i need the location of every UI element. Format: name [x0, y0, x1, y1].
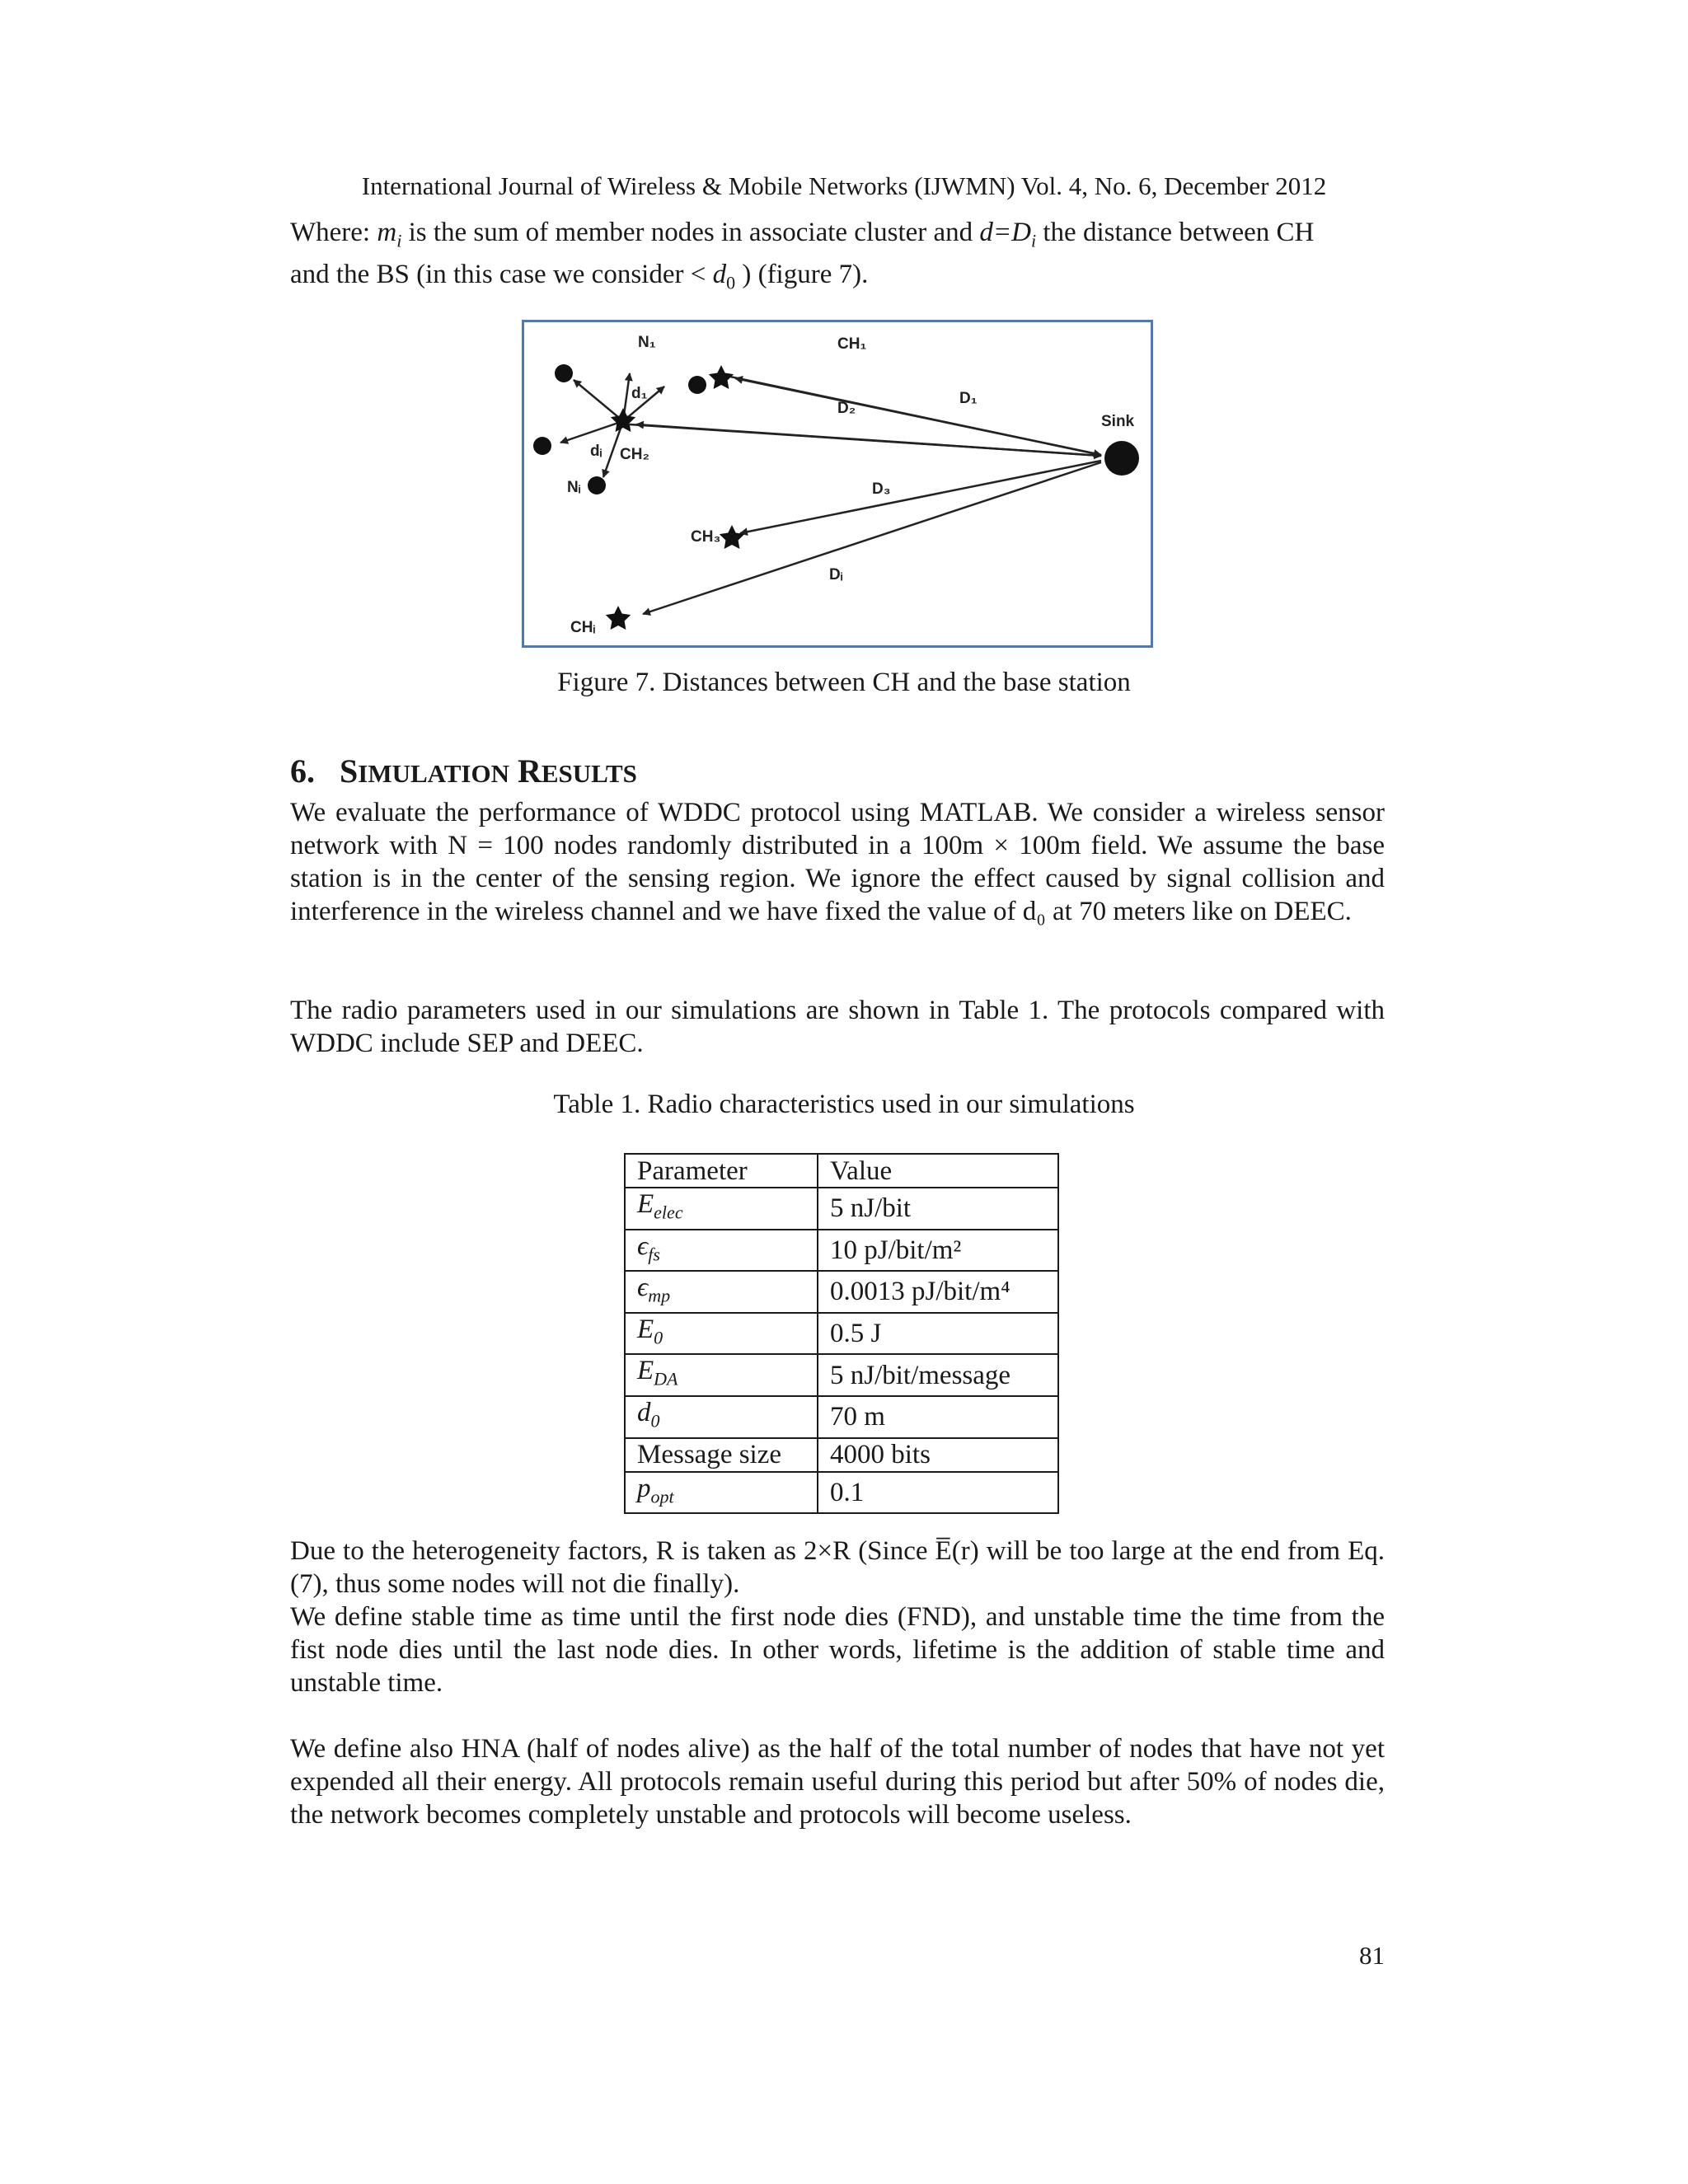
label-D2: D₂ [837, 400, 856, 417]
parameter-cell: Message size [625, 1438, 818, 1472]
table-row [625, 1230, 1058, 1272]
label-ch2: CH₂ [620, 446, 649, 463]
figure-caption: Figure 7. Distances between CH and the base station [557, 668, 1131, 697]
parameter-cell: $\epsilon_{fs}$ [625, 1230, 818, 1272]
table-body [625, 1154, 1058, 1513]
value-cell: 0.1 [818, 1472, 1058, 1514]
label-D3: D₃ [872, 480, 891, 498]
sink-node [1104, 441, 1139, 476]
label-ni: Nᵢ [567, 479, 581, 496]
figure-7 [522, 320, 1153, 648]
ch2-star-icon [611, 408, 635, 432]
running-header: International Journal of Wireless & Mobile Networks (IJWMN) Vol. 4, No. 6, December 2012 [361, 171, 1327, 200]
member-node-right [688, 376, 706, 394]
label-Di: Dᵢ [829, 566, 843, 583]
intro-line-2: and the BS (in this case we consider < $d_0$ ) (figure 7). [290, 259, 869, 293]
parameter-cell: $\epsilon_{mp}$ [625, 1271, 818, 1313]
table-row [625, 1188, 1058, 1230]
label-ch3: CH₃ [691, 528, 721, 546]
section-heading: 6. SIMULATION RESULTS [290, 752, 637, 790]
label-chi: CHᵢ [570, 619, 596, 636]
value-cell: 0.0013 pJ/bit/m⁴ [818, 1271, 1058, 1313]
label-D1: D₁ [959, 390, 978, 407]
edge-ch2-n1 [574, 380, 623, 421]
paragraph-4: We define stable time as time until the first node dies (FND), and unstable time the time from the fist node dies until the last node dies. In other words, lifetime is the addition of stable time and unstable time. [290, 1602, 1385, 1698]
table-header-row [625, 1154, 1058, 1188]
parameter-cell: $E_0$ [625, 1313, 818, 1355]
ch3-star-icon [720, 525, 744, 549]
parameter-cell: $E_{elec}$ [625, 1188, 818, 1230]
table-row [625, 1313, 1058, 1355]
member-node-ni [588, 476, 606, 494]
value-cell: 5 nJ/bit/message [818, 1354, 1058, 1396]
parameter-cell: $E_{DA}$ [625, 1354, 818, 1396]
intro-paragraph [290, 216, 1385, 299]
edge-ch2-node-left [560, 421, 623, 443]
value-cell: Value [818, 1154, 1058, 1188]
member-node-n1 [555, 364, 573, 382]
label-d1: d₁ [631, 385, 648, 402]
value-cell: 10 pJ/bit/m² [818, 1230, 1058, 1272]
intro-line-1: Where: $m_i$ is the sum of member nodes in associate cluster and $d=D_i$ the distance between CH [290, 218, 1315, 251]
table-row [625, 1354, 1058, 1396]
member-node-left [533, 437, 551, 455]
radio-parameters-table [624, 1153, 1059, 1514]
ch1-star-icon [709, 365, 734, 389]
paragraph-1: We evaluate the performance of WDDC protocol using MATLAB. We consider a wireless sensor network with N = 100 nodes randomly distributed in a 100m × 100m field. We assume the base station is in the center of the sensing region. We ignore the effect caused by signal collision and interference in the wireless channel and we have fixed the value of d₀ at 70 meters like on DEEC. [290, 798, 1385, 926]
parameter-cell: $d_0$ [625, 1396, 818, 1438]
value-cell: 70 m [818, 1396, 1058, 1438]
paragraph-3: Due to the heterogeneity factors, R is taken as 2×R (Since E̅(r) will be too large at the end from Eq.(7), thus some nodes will not die finally). [290, 1536, 1385, 1599]
parameter-cell: $p_{opt}$ [625, 1472, 818, 1514]
table-row [625, 1271, 1058, 1313]
table-caption: Table 1. Radio characteristics used in our simulations [553, 1090, 1135, 1119]
label-ch1: CH₁ [837, 335, 867, 353]
chi-star-icon [606, 606, 631, 630]
label-di: dᵢ [590, 443, 603, 460]
value-cell: 4000 bits [818, 1438, 1058, 1472]
table-row [625, 1396, 1058, 1438]
parameter-cell: Parameter [625, 1154, 818, 1188]
table-row [625, 1438, 1058, 1472]
value-cell: 5 nJ/bit [818, 1188, 1058, 1230]
value-cell: 0.5 J [818, 1313, 1058, 1355]
paragraph-2: The radio parameters used in our simulations are shown in Table 1. The protocols compared with WDDC include SEP and DEEC. [290, 996, 1385, 1058]
label-sink: Sink [1101, 413, 1135, 430]
distance-diagram [524, 322, 1151, 645]
label-n1: N₁ [638, 334, 656, 351]
paragraph-5: We define also HNA (half of nodes alive) as the half of the total number of nodes that have not yet expended all their energy. All protocols remain useful during this period but after 50% of nodes die, the network becomes completely unstable and protocols will become useless. [290, 1734, 1385, 1830]
table-row [625, 1472, 1058, 1514]
page-number: 81 [1359, 1941, 1385, 1970]
